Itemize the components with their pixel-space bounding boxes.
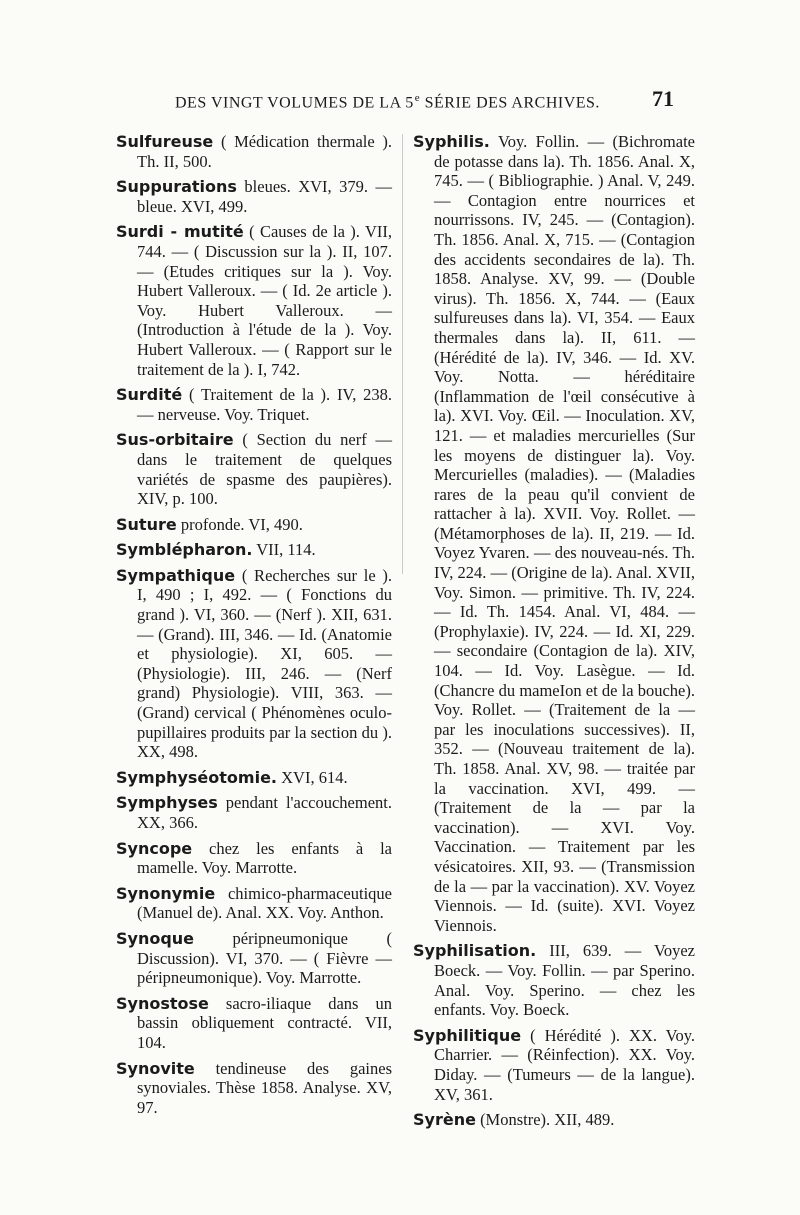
entry-text: pendant l'accouchement. XX, 366. bbox=[137, 793, 392, 832]
page-number: 71 bbox=[652, 86, 674, 111]
index-entry bbox=[116, 884, 392, 923]
entry-headword: Surdi - mutité bbox=[116, 222, 244, 242]
entry-headword: Symphyséotomie. bbox=[116, 767, 277, 787]
entry-headword: Synoque bbox=[116, 928, 195, 948]
index-entry bbox=[116, 929, 392, 988]
right-column bbox=[413, 132, 695, 1136]
entry-text: ( Traitement de la ). IV, 238. — nerveuse. Voy. Triquet. bbox=[137, 385, 392, 424]
index-entry bbox=[116, 1059, 392, 1118]
entry-headword: Symphyses bbox=[116, 793, 218, 813]
index-entry bbox=[116, 222, 392, 379]
entry-headword: Syphilis. bbox=[413, 132, 490, 151]
entry-headword: Syrène bbox=[413, 1110, 476, 1130]
entry-text: sacro-iliaque dans un bassin obliquement contracté. VII, 104. bbox=[137, 993, 392, 1052]
index-entry bbox=[116, 994, 392, 1053]
index-entry bbox=[116, 768, 392, 788]
index-entry bbox=[116, 430, 392, 508]
index-entry bbox=[116, 793, 392, 832]
entry-headword: Suppurations bbox=[116, 177, 237, 197]
entry-headword: Synostose bbox=[116, 993, 209, 1013]
index-entry bbox=[413, 1110, 695, 1130]
entry-text: ( Section du nerf — dans le traitement de quelques variétés de spasme des paupières). XIV, p. 100. bbox=[137, 430, 392, 509]
entry-text: péripneumonique ( Discussion). VI, 370. — ( Fièvre — péripneumonique). Voy. Marrotte. bbox=[137, 928, 392, 988]
index-entry bbox=[116, 132, 392, 171]
running-title-main: DES VINGT VOLUMES DE LA 5 bbox=[175, 94, 414, 112]
left-column bbox=[116, 132, 392, 1123]
entry-text: III, 639. — Voyez Boeck. — Voy. Follin. — par Sperino. Anal. Voy. Sperino. — chez les enfants. Voy. Boeck. bbox=[434, 941, 695, 1020]
entry-text: VII, 114. bbox=[252, 540, 316, 560]
entry-text: chez les enfants à la mamelle. Voy. Marrotte. bbox=[137, 838, 392, 878]
entry-text: (Monstre). XII, 489. bbox=[475, 1110, 615, 1130]
running-title-end: SÉRIE DES ARCHIVES. bbox=[420, 94, 600, 112]
column-divider bbox=[402, 134, 403, 574]
entry-headword: Sus-orbitaire bbox=[116, 430, 234, 450]
entry-text: chimico-pharmaceutique (Manuel de). Anal. XX. Voy. Anthon. bbox=[137, 883, 392, 923]
entry-text: XVI, 614. bbox=[277, 767, 348, 787]
entry-headword: Symblépharon. bbox=[116, 540, 253, 560]
running-title-superscript: e bbox=[414, 92, 421, 104]
index-entry bbox=[116, 566, 392, 762]
entry-text: ( Causes de la ). VII, 744. — ( Discussion sur la ). II, 107. — (Etudes critiques sur la ). Voy. Hubert Valleroux. — ( Id. 2e article ). Voy. Hubert Valleroux. — (Introduction à l'étude de la ). Voy. Hubert Valleroux. — ( Rapport sur le traitement de la ). I, 742. bbox=[137, 222, 393, 379]
entry-headword: Syphilitique bbox=[413, 1025, 522, 1045]
entry-headword: Synovite bbox=[116, 1058, 195, 1078]
entry-text: tendineuse des gaines synoviales. Thèse 1858. Analyse. XV, 97. bbox=[137, 1058, 392, 1117]
entry-headword: Synonymie bbox=[116, 883, 216, 903]
index-entry bbox=[116, 515, 392, 535]
running-title bbox=[175, 92, 600, 112]
entry-text: ( Recherches sur le ). I, 490 ; I, 492. — ( Fonctions du grand ). VI, 360. — (Nerf ). XII, 631. — (Grand). III, 346. — Id. (Anatomie et physiologie). XI, 605. — (Physiologie). III, 246. — (Nerf grand) Physiologie). VIII, 363. — (Grand) cervical ( Phénomènes oculo-pupillaires produits par la section du ). XX, 498. bbox=[137, 565, 392, 762]
entry-text: ( Hérédité ). XX. Voy. Charrier. — (Réinfection). XX. Voy. Diday. — (Tumeurs — de la langue). XV, 361. bbox=[434, 1025, 695, 1104]
index-entry bbox=[413, 1026, 695, 1104]
entry-headword: Surdité bbox=[116, 385, 183, 405]
index-entry bbox=[413, 132, 695, 935]
running-head bbox=[175, 92, 685, 112]
index-entry bbox=[413, 941, 695, 1019]
index-entry bbox=[116, 385, 392, 424]
index-entry bbox=[116, 540, 392, 560]
entry-text: profonde. VI, 490. bbox=[176, 514, 303, 534]
index-entry bbox=[116, 177, 392, 216]
entry-headword: Syncope bbox=[116, 838, 193, 858]
entry-headword: Suture bbox=[116, 514, 177, 534]
entry-text: Voy. Follin. — (Bichromate de potasse dans la). Th. 1856. Anal. X, 745. — ( Bibliographie. ) Anal. V, 249. — Contagion entre nourrices et nourrissons. IV, 245. — (Contagion). Th. 1856. Anal. X, 715. — (Contagion des accidents secondaires de la). Th. 1858. Analyse. XV, 99. — (Double virus). Th. 1856. X, 744. — (Eaux sulfureuses dans la). VI, 354. — Eaux thermales dans la). II, 611. — (Hérédité de la). IV, 346. — Id. XV. Voy. Notta. — héréditaire (Inflammation de l'œil consécutive à la). XVI. Voy. Œil. — Inoculation. XV, 121. — et maladies mercurielles (Sur les moyens de distinguer la). Voy. Mercurielles (maladies). — (Maladies rares de la peau qu'il convient de rattacher à la). XVII. Voy. Rollet. — (Métamorphoses de la). II, 219. — Id. Voyez Yvaren. — des nouveau-nés. Th. IV, 224. — (Origine de la). Anal. XVII, Voy. Simon. — primitive. Th. IV, 224. — Id. Th. 1454. Anal. VI, 484. — (Prophylaxie). IV, 224. — Id. XI, 229. — secondaire (Contagion de la). XIV, 104. — Id. Voy. Lasègue. — Id. (Chancre du mameIon et de la bouche). Voy. Rollet. — (Traitement de la — par les inoculations successives). II, 352. — (Nouveau traitement de la). Th. 1858. Anal. XV, 98. — traitée par la vaccination. XVI, 499. — (Traitement de la — par la vaccination). — XVI. Voy. Vaccination. — Traitement par les vésicatoires. XII, 93. — (Transmission de la — par la vaccination). XV. Voyez Viennois. — Id. (suite). XVI. Voyez Viennois. bbox=[434, 132, 695, 935]
entry-text: bleues. XVI, 379. — bleue. XVI, 499. bbox=[137, 177, 392, 216]
entry-headword: Sulfureuse bbox=[116, 132, 214, 151]
index-entry bbox=[116, 839, 392, 878]
entry-headword: Sympathique bbox=[116, 565, 236, 585]
entry-headword: Syphilisation. bbox=[413, 941, 537, 961]
entry-text: ( Médication thermale ). Th. II, 500. bbox=[137, 132, 392, 171]
